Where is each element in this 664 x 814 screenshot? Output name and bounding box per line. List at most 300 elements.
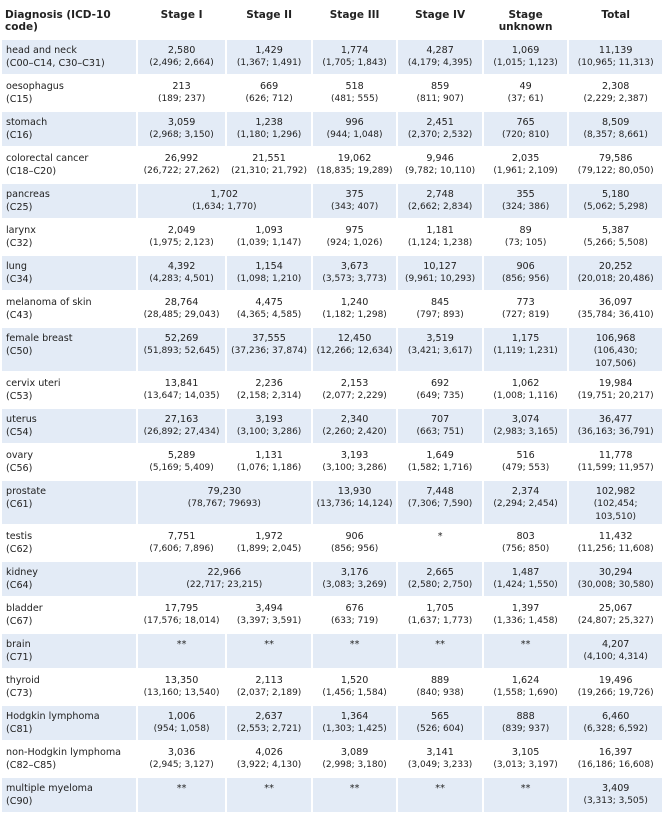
value-cell xyxy=(569,562,662,596)
table-row xyxy=(2,778,662,812)
value-text: 2,035 xyxy=(511,153,540,164)
value-text: 6,460 xyxy=(601,711,630,722)
confidence-interval: (2,998; 3,180) xyxy=(322,760,387,770)
value-text: 906 xyxy=(345,531,364,542)
value-cell xyxy=(313,526,397,560)
value-text: 19,062 xyxy=(337,153,372,164)
confidence-interval: (2,945; 3,127) xyxy=(149,760,214,770)
value-cell xyxy=(313,634,397,668)
value-cell xyxy=(227,256,311,290)
confidence-interval: (13,647; 14,035) xyxy=(143,391,220,401)
confidence-interval: (7,306; 7,590) xyxy=(407,499,473,509)
confidence-interval: (79,122; 80,050) xyxy=(577,166,654,176)
diagnosis-cell xyxy=(2,40,136,74)
diagnosis-code: (C15) xyxy=(6,94,33,105)
confidence-interval: (2,037; 2,189) xyxy=(236,688,302,698)
value-cell xyxy=(398,328,482,371)
diagnosis-name: thyroid xyxy=(6,675,40,686)
confidence-interval: (1,705; 1,843) xyxy=(322,58,387,68)
value-text: 28,764 xyxy=(164,297,199,308)
value-text: 1,429 xyxy=(255,45,283,56)
value-text: ** xyxy=(176,783,187,794)
confidence-interval: (4,100; 4,314) xyxy=(583,652,648,662)
confidence-interval: (9,782; 10,110) xyxy=(405,166,476,176)
value-cell xyxy=(569,184,662,218)
value-text: 2,113 xyxy=(255,675,283,686)
value-cell xyxy=(313,742,397,776)
diagnosis-name: multiple myeloma xyxy=(6,783,93,794)
value-cell xyxy=(227,706,311,740)
value-text: 11,139 xyxy=(598,45,633,56)
value-cell xyxy=(569,526,662,560)
value-text: 3,673 xyxy=(340,261,369,272)
value-cell xyxy=(313,184,397,218)
value-cell xyxy=(398,112,482,146)
value-text: 106,968 xyxy=(595,333,636,344)
value-text: ** xyxy=(349,639,360,650)
value-cell xyxy=(313,148,397,182)
value-text: 1,487 xyxy=(511,567,540,578)
value-text: 2,580 xyxy=(167,45,196,56)
value-text: 5,180 xyxy=(601,189,630,200)
confidence-interval: (6,328; 6,592) xyxy=(583,724,648,734)
value-cell xyxy=(398,292,482,326)
header-row xyxy=(2,2,662,38)
confidence-interval: (626; 712) xyxy=(245,94,293,104)
value-text: 102,982 xyxy=(595,486,636,497)
diagnosis-code: (C32) xyxy=(6,238,33,249)
confidence-interval: (22,717; 23,215) xyxy=(186,580,263,590)
value-cell xyxy=(138,778,226,812)
value-text: 25,067 xyxy=(598,603,633,614)
value-text: 1,238 xyxy=(255,117,283,128)
value-cell xyxy=(138,562,311,596)
confidence-interval: (13,160; 13,540) xyxy=(143,688,220,698)
value-text: 1,397 xyxy=(511,603,540,614)
confidence-interval: (11,256; 11,608) xyxy=(577,544,654,554)
value-cell xyxy=(138,184,311,218)
diagnosis-cell xyxy=(2,409,136,443)
value-cell xyxy=(569,706,662,740)
value-text: 2,049 xyxy=(167,225,196,236)
confidence-interval: (3,013; 3,197) xyxy=(493,760,558,770)
value-cell xyxy=(227,76,311,110)
confidence-interval: (26,892; 27,434) xyxy=(143,427,220,437)
value-text: 36,097 xyxy=(598,297,633,308)
value-cell xyxy=(484,778,568,812)
value-cell xyxy=(398,409,482,443)
value-cell xyxy=(138,481,311,524)
value-cell xyxy=(313,40,397,74)
value-cell xyxy=(484,328,568,371)
value-text: 1,774 xyxy=(340,45,369,56)
value-text: 3,141 xyxy=(426,747,454,758)
confidence-interval: (3,922; 4,130) xyxy=(236,760,302,770)
confidence-interval: (2,077; 2,229) xyxy=(322,391,387,401)
value-cell xyxy=(569,742,662,776)
table-row xyxy=(2,409,662,443)
value-text: 1,705 xyxy=(426,603,454,614)
value-text: 3,176 xyxy=(340,567,369,578)
confidence-interval: (479; 553) xyxy=(501,463,550,473)
value-text: 2,665 xyxy=(426,567,454,578)
confidence-interval: (2,662; 2,834) xyxy=(407,202,473,212)
confidence-interval: (4,283; 4,501) xyxy=(149,274,214,284)
value-cell xyxy=(227,634,311,668)
confidence-interval: (4,365; 4,585) xyxy=(236,310,302,320)
value-cell xyxy=(227,445,311,479)
confidence-interval: (1,182; 1,298) xyxy=(322,310,387,320)
header-stage-4: Stage IV xyxy=(415,9,466,21)
value-text: 52,269 xyxy=(164,333,199,344)
value-text: ** xyxy=(264,783,274,794)
confidence-interval: (17,576; 18,014) xyxy=(143,616,220,626)
value-cell xyxy=(313,373,397,407)
value-text: 21,551 xyxy=(252,153,286,164)
value-text: 37,555 xyxy=(252,333,286,344)
value-text: 5,387 xyxy=(601,225,630,236)
value-cell xyxy=(398,40,482,74)
confidence-interval: (28,485; 29,043) xyxy=(143,310,220,320)
value-cell xyxy=(138,328,226,371)
confidence-interval: (1,634; 1,770) xyxy=(192,202,257,212)
diagnosis-cell xyxy=(2,220,136,254)
diagnosis-name: colorectal cancer xyxy=(6,153,89,164)
confidence-interval: (7,606; 7,896) xyxy=(149,544,214,554)
value-text: 3,409 xyxy=(601,783,630,794)
value-cell xyxy=(227,409,311,443)
confidence-interval: (954; 1,058) xyxy=(153,724,210,734)
value-cell xyxy=(138,409,226,443)
diagnosis-name: prostate xyxy=(6,486,46,497)
value-cell xyxy=(398,670,482,704)
confidence-interval: (1,582; 1,716) xyxy=(407,463,473,473)
value-cell xyxy=(484,742,568,776)
value-cell xyxy=(227,148,311,182)
confidence-interval: (1,180; 1,296) xyxy=(236,130,302,140)
header-stage-1: Stage I xyxy=(160,9,203,21)
value-text: 3,193 xyxy=(255,414,283,425)
diagnosis-cell xyxy=(2,256,136,290)
value-cell xyxy=(484,706,568,740)
diagnosis-name: oesophagus xyxy=(6,81,64,92)
value-text: 1,154 xyxy=(255,261,283,272)
value-cell xyxy=(484,634,568,668)
value-text: 11,432 xyxy=(598,531,633,542)
value-cell xyxy=(484,445,568,479)
confidence-interval: (663; 751) xyxy=(416,427,464,437)
diagnosis-name: cervix uteri xyxy=(6,378,61,389)
diagnosis-code: (C25) xyxy=(6,202,33,213)
confidence-interval: (26,722; 27,262) xyxy=(143,166,220,176)
value-cell xyxy=(138,526,226,560)
value-text: 889 xyxy=(430,675,450,686)
diagnosis-name: female breast xyxy=(6,333,73,344)
table-row xyxy=(2,148,662,182)
table-row xyxy=(2,328,662,371)
confidence-interval: (8,357; 8,661) xyxy=(583,130,648,140)
value-text: 4,287 xyxy=(426,45,454,56)
diagnosis-code: (C81) xyxy=(6,724,33,735)
value-cell xyxy=(484,373,568,407)
value-text: 692 xyxy=(430,378,450,389)
confidence-interval: (35,784; 36,410) xyxy=(577,310,654,320)
value-cell xyxy=(569,445,662,479)
value-text: 36,477 xyxy=(598,414,633,425)
value-cell xyxy=(138,220,226,254)
diagnosis-cell xyxy=(2,742,136,776)
diagnosis-code: (C50) xyxy=(6,346,33,357)
value-text: 2,637 xyxy=(255,711,283,722)
value-cell xyxy=(227,670,311,704)
confidence-interval: (1,637; 1,773) xyxy=(407,616,473,626)
confidence-interval: (1,961; 2,109) xyxy=(493,166,558,176)
value-text: 8,509 xyxy=(601,117,630,128)
value-cell xyxy=(313,409,397,443)
value-cell xyxy=(138,40,226,74)
value-cell xyxy=(138,742,226,776)
table-row xyxy=(2,256,662,290)
value-text: 89 xyxy=(519,225,532,236)
confidence-interval: (20,018; 20,486) xyxy=(577,274,654,284)
value-cell xyxy=(398,598,482,632)
confidence-interval: (720; 810) xyxy=(501,130,550,140)
diagnosis-name: stomach xyxy=(6,117,48,128)
value-text: 1,240 xyxy=(340,297,369,308)
diagnosis-code: (C62) xyxy=(6,544,33,555)
table-row xyxy=(2,220,662,254)
value-cell xyxy=(227,40,311,74)
diagnosis-name: brain xyxy=(6,639,31,650)
value-text: 30,294 xyxy=(598,567,633,578)
diagnosis-code: (C64) xyxy=(6,580,33,591)
value-text: 669 xyxy=(259,81,279,92)
table-row xyxy=(2,373,662,407)
value-cell xyxy=(138,256,226,290)
value-cell xyxy=(569,112,662,146)
value-text: 26,992 xyxy=(164,153,199,164)
table-row xyxy=(2,184,662,218)
table-row xyxy=(2,598,662,632)
value-text: 1,006 xyxy=(167,711,196,722)
value-text: 565 xyxy=(430,711,450,722)
value-text: 19,984 xyxy=(598,378,633,389)
diagnosis-cell xyxy=(2,112,136,146)
value-cell xyxy=(313,76,397,110)
confidence-interval: (19,751; 20,217) xyxy=(577,391,654,401)
diagnosis-cell xyxy=(2,562,136,596)
value-cell xyxy=(138,670,226,704)
value-text: 773 xyxy=(516,297,535,308)
value-text: 9,946 xyxy=(426,153,454,164)
value-text: 2,748 xyxy=(426,189,454,200)
value-text: 707 xyxy=(430,414,450,425)
value-text: 7,751 xyxy=(167,531,196,542)
value-cell xyxy=(313,670,397,704)
value-text: 1,181 xyxy=(426,225,454,236)
diagnosis-name: lung xyxy=(6,261,27,272)
confidence-interval: (2,260; 2,420) xyxy=(322,427,387,437)
value-text: ** xyxy=(349,783,360,794)
table-row xyxy=(2,562,662,596)
value-cell xyxy=(569,76,662,110)
value-cell xyxy=(569,40,662,74)
value-cell xyxy=(138,445,226,479)
confidence-interval: (1,015; 1,123) xyxy=(493,58,558,68)
value-cell xyxy=(569,373,662,407)
value-cell xyxy=(398,526,482,560)
value-text: ** xyxy=(435,783,445,794)
confidence-interval: (2,553; 2,721) xyxy=(236,724,302,734)
confidence-interval: (1,076; 1,186) xyxy=(236,463,302,473)
confidence-interval: (2,580; 2,750) xyxy=(407,580,473,590)
value-cell xyxy=(569,292,662,326)
value-text: 1,624 xyxy=(511,675,540,686)
value-cell xyxy=(569,220,662,254)
diagnosis-code: (C67) xyxy=(6,616,33,627)
value-cell xyxy=(313,112,397,146)
confidence-interval: (839; 937) xyxy=(501,724,550,734)
value-text: 22,966 xyxy=(207,567,242,578)
confidence-interval: (21,310; 21,792) xyxy=(231,166,308,176)
value-text: 996 xyxy=(345,117,364,128)
value-cell xyxy=(484,598,568,632)
value-cell xyxy=(569,409,662,443)
diagnosis-cell xyxy=(2,778,136,812)
value-text: 4,026 xyxy=(255,747,283,758)
diagnosis-name: kidney xyxy=(6,567,38,578)
value-text: 49 xyxy=(519,81,532,92)
confidence-interval: (19,266; 19,726) xyxy=(577,688,654,698)
confidence-interval: (1,303; 1,425) xyxy=(322,724,387,734)
value-text: 13,841 xyxy=(164,378,199,389)
confidence-interval: (1,367; 1,491) xyxy=(236,58,302,68)
value-text: 19,496 xyxy=(598,675,633,686)
value-text: 1,702 xyxy=(210,189,239,200)
diagnosis-code: (C00–C14, C30–C31) xyxy=(6,58,105,69)
value-text: 27,163 xyxy=(164,414,199,425)
value-cell xyxy=(569,481,662,524)
value-cell xyxy=(138,112,226,146)
value-cell xyxy=(313,445,397,479)
value-text: 213 xyxy=(172,81,191,92)
value-text: 17,795 xyxy=(164,603,199,614)
value-text: 11,778 xyxy=(598,450,633,461)
value-text: 518 xyxy=(345,81,364,92)
value-cell xyxy=(138,598,226,632)
value-cell xyxy=(398,445,482,479)
value-text: ** xyxy=(520,783,531,794)
confidence-interval: (2,370; 2,532) xyxy=(407,130,473,140)
value-cell xyxy=(398,742,482,776)
diagnosis-name: head and neck xyxy=(6,45,77,56)
diagnosis-name: ovary xyxy=(6,450,34,461)
diagnosis-cell xyxy=(2,706,136,740)
diagnosis-cell xyxy=(2,328,136,371)
diagnosis-code: (C90) xyxy=(6,796,33,807)
value-text: 13,930 xyxy=(337,486,372,497)
table-row xyxy=(2,706,662,740)
confidence-interval: (5,169; 5,409) xyxy=(149,463,214,473)
value-text: 355 xyxy=(516,189,535,200)
value-text: 1,069 xyxy=(511,45,540,56)
confidence-interval: (16,186; 16,608) xyxy=(577,760,654,770)
value-cell xyxy=(227,292,311,326)
value-cell xyxy=(398,220,482,254)
value-cell xyxy=(313,706,397,740)
value-text: 516 xyxy=(516,450,535,461)
diagnosis-cell xyxy=(2,670,136,704)
value-cell xyxy=(138,373,226,407)
value-cell xyxy=(484,409,568,443)
diagnosis-code: (C82–C85) xyxy=(6,760,57,771)
value-cell xyxy=(398,76,482,110)
value-text: 10,127 xyxy=(423,261,457,272)
value-cell xyxy=(227,598,311,632)
value-cell xyxy=(138,76,226,110)
table-row xyxy=(2,445,662,479)
value-cell xyxy=(313,328,397,371)
confidence-interval: (189; 237) xyxy=(157,94,206,104)
diagnosis-code: (C34) xyxy=(6,274,33,285)
header-stage-2: Stage II xyxy=(246,9,292,21)
header-stage-3: Stage III xyxy=(329,9,380,21)
value-cell xyxy=(313,598,397,632)
value-text: 2,340 xyxy=(340,414,369,425)
diagnosis-name: melanoma of skin xyxy=(6,297,92,308)
confidence-interval: (2,983; 3,165) xyxy=(493,427,558,437)
table-row xyxy=(2,634,662,668)
table-row xyxy=(2,112,662,146)
confidence-interval: (649; 735) xyxy=(416,391,464,401)
value-cell xyxy=(138,706,226,740)
confidence-interval: (12,266; 12,634) xyxy=(316,346,393,356)
confidence-interval: (2,496; 2,664) xyxy=(149,58,214,68)
value-cell xyxy=(569,148,662,182)
value-cell xyxy=(138,148,226,182)
value-text: 2,308 xyxy=(601,81,630,92)
diagnosis-cell xyxy=(2,598,136,632)
value-cell xyxy=(313,256,397,290)
diagnosis-cell xyxy=(2,481,136,524)
confidence-interval: (5,266; 5,508) xyxy=(583,238,648,248)
value-text: 3,036 xyxy=(167,747,196,758)
value-cell xyxy=(398,184,482,218)
value-text: 16,397 xyxy=(598,747,633,758)
value-text: 676 xyxy=(345,603,364,614)
confidence-interval: (3,049; 3,233) xyxy=(407,760,473,770)
confidence-interval: (1,039; 1,147) xyxy=(236,238,302,248)
diagnosis-name: non-Hodgkin lymphoma xyxy=(6,747,122,758)
diagnosis-cell xyxy=(2,526,136,560)
value-text: 2,451 xyxy=(426,117,454,128)
value-text: 375 xyxy=(345,189,364,200)
confidence-interval: (1,124; 1,238) xyxy=(407,238,473,248)
confidence-interval: (5,062; 5,298) xyxy=(583,202,648,212)
value-cell xyxy=(227,526,311,560)
value-text: 1,972 xyxy=(255,531,283,542)
diagnosis-code: (C73) xyxy=(6,688,33,699)
value-text: 4,207 xyxy=(601,639,630,650)
confidence-interval: (4,179; 4,395) xyxy=(407,58,473,68)
diagnosis-cell xyxy=(2,148,136,182)
value-text: 2,236 xyxy=(255,378,283,389)
value-text: 79,230 xyxy=(207,486,242,497)
value-cell xyxy=(313,562,397,596)
value-cell xyxy=(227,778,311,812)
value-text: 1,649 xyxy=(426,450,454,461)
value-text: 5,289 xyxy=(167,450,196,461)
